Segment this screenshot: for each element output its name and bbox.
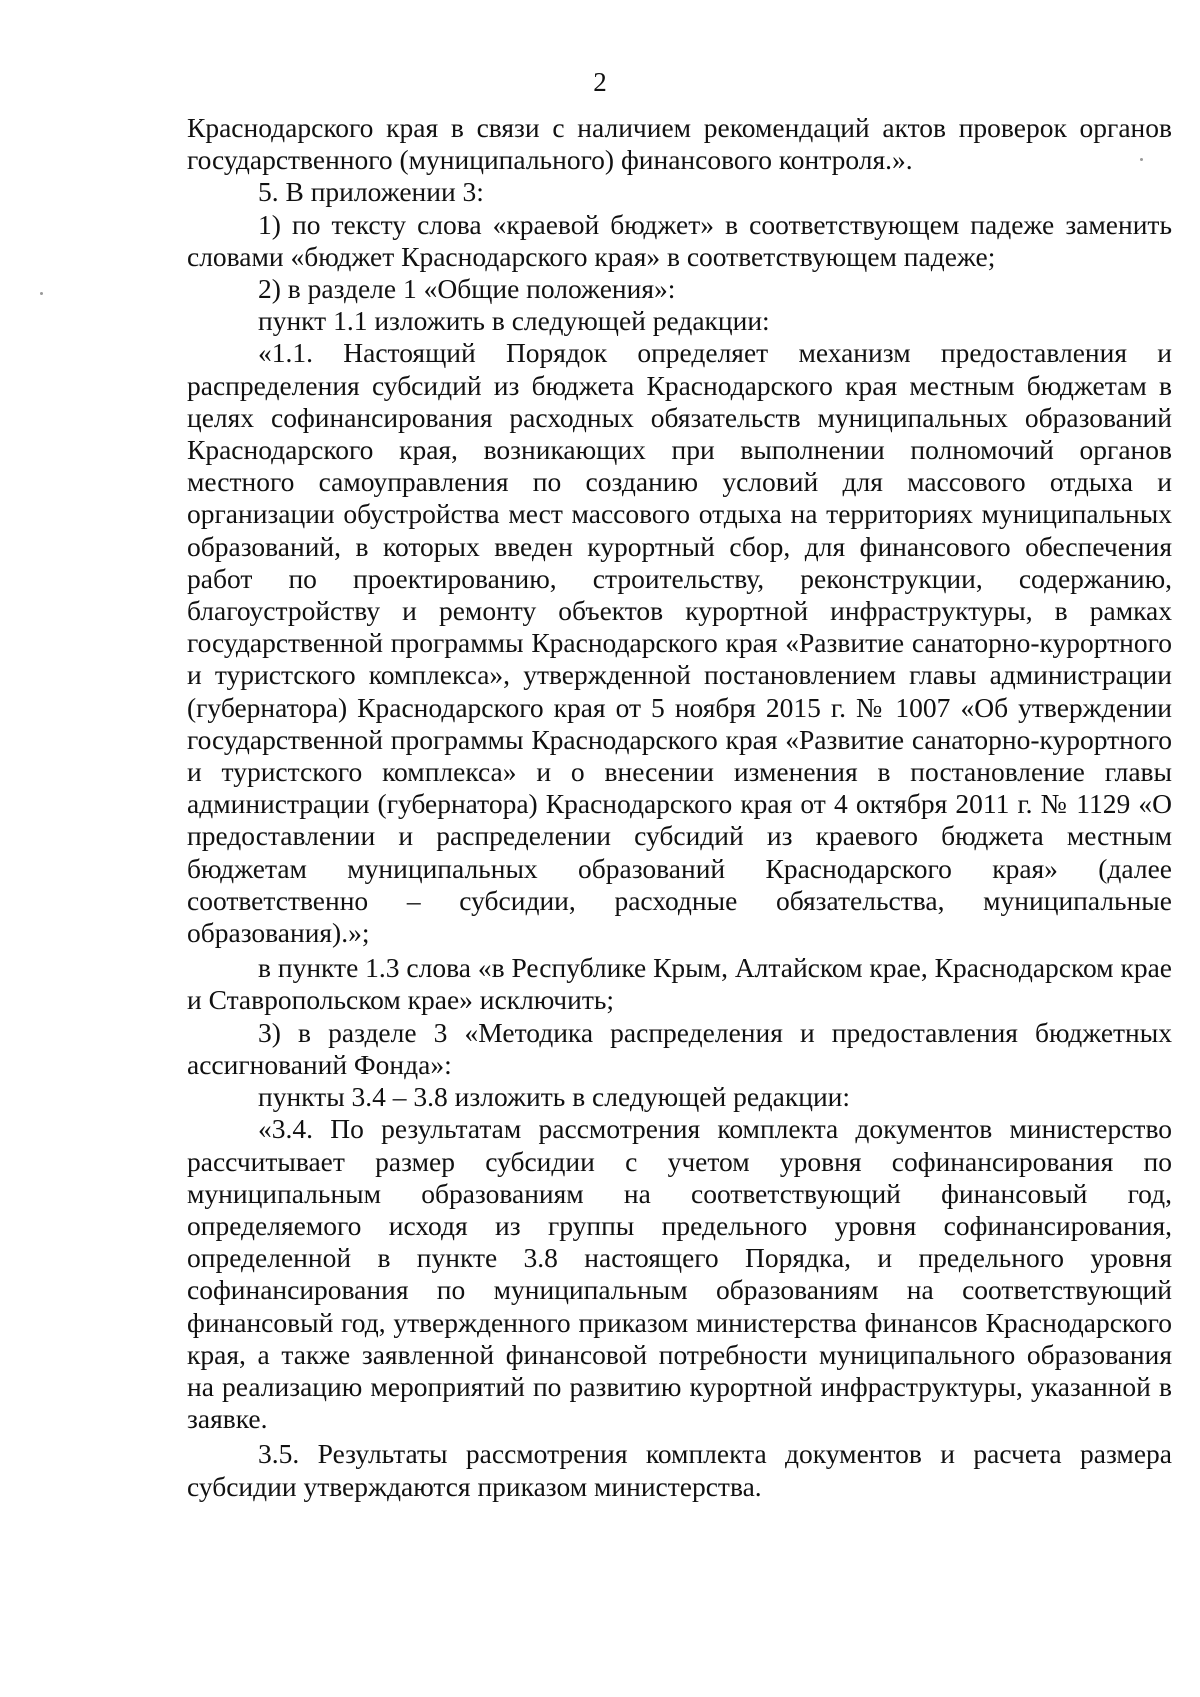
paragraph-points-3-4-3-8-intro: пункты 3.4 – 3.8 изложить в следующей редакции: [258,1081,851,1113]
paragraph-subitem-1: 1) по тексту слова «краевой бюджет» в соответствующем падеже заменить словами «бюджет Краснодарского края» в соответствующем падеже; [187,208,1172,272]
paragraph-point-1-3: в пункте 1.3 слова «в Республике Крым, Алтайском крае, Краснодарском крае и Ставропольском крае» исключить; [187,952,1172,1016]
scan-speck [1140,158,1143,161]
paragraph-item-5: 5. В приложении 3: [258,176,484,208]
paragraph-point-3-5: 3.5. Результаты рассмотрения комплекта документов и расчета размера субсидии утверждаются приказом министерства. [187,1438,1172,1502]
paragraph-subitem-2: 2) в разделе 1 «Общие положения»: [258,273,676,305]
paragraph-continuation: Краснодарского края в связи с наличием рекомендаций актов проверок органов государственного (муниципального) финансового контроля.». [187,112,1172,176]
page-number: 2 [593,67,607,97]
paragraph-point-3-4: «3.4. По результатам рассмотрения комплекта документов министерство рассчитывает размер субсидии с учетом уровня софинансирования по муниципальным образованиям на соответствующий финансовый год, определяемого исходя из группы предельного уровня софинансирования, определенной в пункте 3.8 настоящего Порядка, и предельного уровня софинансирования по муниципальным образованиям на соответствующий финансовый год, утвержденного приказом министерства финансов Краснодарского края, а также заявленной финансовой потребности муниципального образования на реализацию мероприятий по развитию курортной инфраструктуры, указанной в заявке. [187,1113,1172,1435]
paragraph-point-1-1-intro: пункт 1.1 изложить в следующей редакции: [258,305,770,337]
paragraph-subitem-3: 3) в разделе 3 «Методика распределения и предоставления бюджетных ассигнований Фонда»: [187,1016,1172,1080]
paragraph-point-1-1-text: «1.1. Настоящий Порядок определяет механизм предоставления и распределения субсидий из бюджета Краснодарского края местным бюджетам в целях софинансирования расходных обязательств муниципальных образований Краснодарского края, возникающих при выполнении полномочий органов местного самоуправления по созданию условий для массового отдыха и организации обустройства мест массового отдыха на территориях муниципальных образований, в которых введен курортный сбор, для финансового обеспечения работ по проектированию, строительству, реконструкции, содержанию, благоустройству и ремонту объектов курортной инфраструктуры, в рамках государственной программы Краснодарского края «Развитие санаторно-курортного и туристского комплекса», утвержденной постановлением главы администрации (губернатора) Краснодарского края от 5 ноября 2015 г. № 1007 «Об утверждении государственной программы Краснодарского края «Развитие санаторно-курортного и туристского комплекса» и о внесении изменения в постановление главы администрации (губернатора) Краснодарского края от 4 октября 2011 г. № 1129 «О предоставлении и распределении субсидий из краевого бюджета местным бюджетам муниципальных образований Краснодарского края» (далее соответственно – субсидии, расходные обязательства, муниципальные образования).»; [187,337,1172,949]
document-body [187,112,1172,1503]
scan-speck [40,292,43,295]
